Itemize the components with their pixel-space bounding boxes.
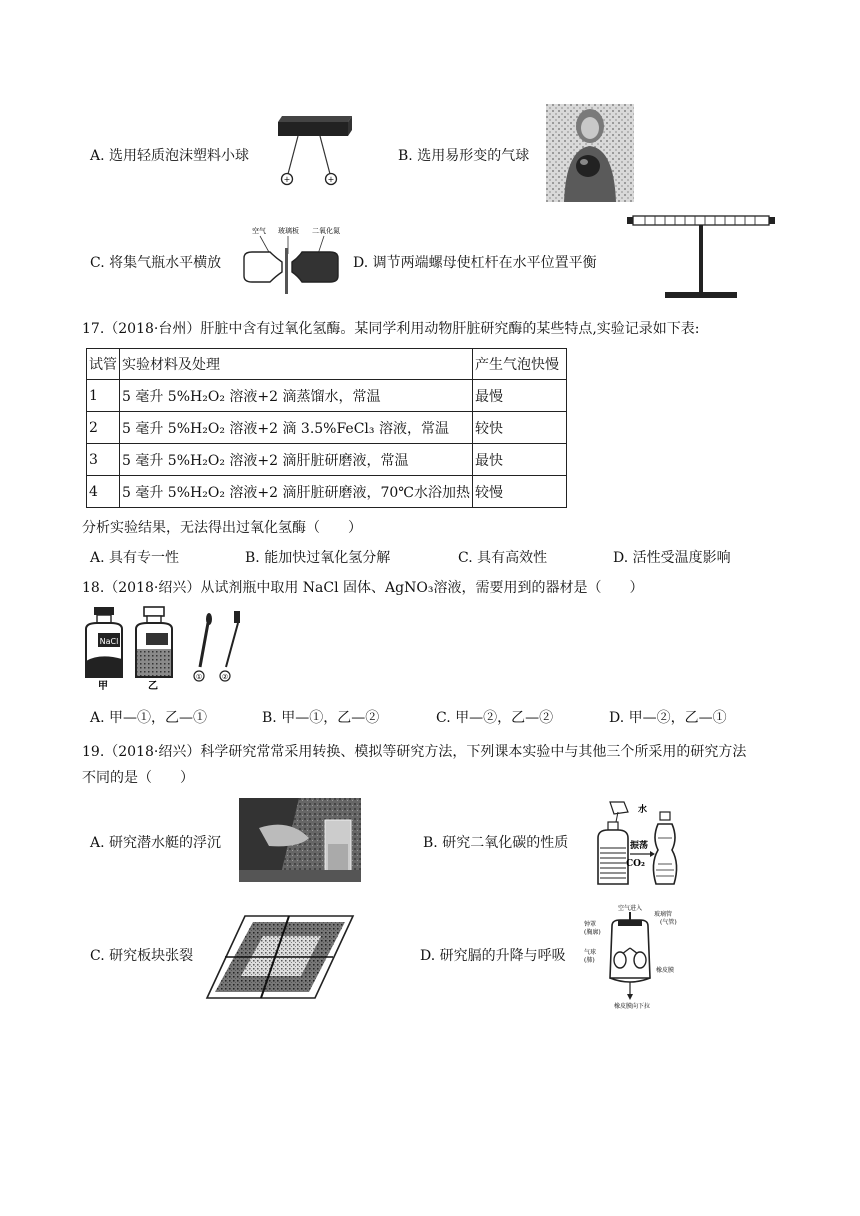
q16-option-b: B. 选用易形变的气球 — [398, 148, 530, 164]
table-cell: 3 — [87, 444, 120, 476]
fig-label-glass: 玻璃板 — [278, 227, 299, 235]
plate-rift-figure — [205, 912, 355, 1002]
fig-label-chest: (胸廓) — [584, 929, 601, 936]
table-cell: 5 毫升 5%H₂O₂ 溶液+2 滴肝脏研磨液，常温 — [120, 444, 473, 476]
q17-option-d: D. 活性受温度影响 — [613, 550, 731, 566]
co2-label: CO₂ — [626, 859, 645, 869]
lever-stand-figure — [625, 208, 777, 302]
table-row — [87, 476, 567, 508]
svg-text:+: + — [327, 175, 335, 184]
q19-stem-line2: 不同的是（ ） — [82, 770, 194, 786]
tool-1-label: ① — [195, 673, 203, 681]
fig-label-rubber: 橡皮膜 — [656, 967, 675, 974]
shake-label: 振荡 — [630, 841, 649, 851]
q18-stem: 18.（2018·绍兴）从试剂瓶中取用 NaCl 固体、AgNO₃溶液，需要用到的器材是（ ） — [82, 580, 644, 596]
gas-bottles-figure — [238, 222, 346, 296]
fig-label-no2: 二氧化氮 — [312, 227, 340, 235]
q16-option-c: C. 将集气瓶水平横放 — [90, 255, 222, 271]
water-label: 水 — [638, 805, 648, 815]
table-cell: 5 毫升 5%H₂O₂ 溶液+2 滴肝脏研磨液，70℃水浴加热 — [120, 476, 473, 508]
fig-label-air: 空气 — [252, 227, 266, 235]
q17-option-a: A. 具有专一性 — [90, 550, 180, 566]
q18-option-d: D. 甲—②，乙—① — [609, 710, 727, 726]
diaphragm-model-figure — [582, 900, 692, 1012]
table-cell: 1 — [87, 380, 120, 412]
q17-stem: 17.（2018·台州）肝脏中含有过氧化氢酶。某同学利用动物肝脏研究酶的某些特点,实验记录如下表: — [82, 321, 700, 337]
table-row — [87, 444, 567, 476]
reagent-bottles-figure — [80, 603, 245, 691]
fig-label-pull: 橡皮膜向下拉 — [614, 1003, 651, 1010]
fig-label-trachea: (气管) — [660, 919, 677, 926]
table-cell: 最快 — [472, 444, 566, 476]
q18-option-b: B. 甲—①，乙—② — [262, 710, 380, 726]
q19-option-b: B. 研究二氧化碳的性质 — [423, 835, 569, 851]
co2-bottles-figure — [588, 798, 698, 888]
foam-balls-figure — [270, 112, 355, 192]
nacl-label: NaCl — [99, 637, 119, 646]
q19-option-c: C. 研究板块张裂 — [90, 948, 194, 964]
table-header: 产生气泡快慢 — [472, 349, 566, 380]
q19-stem-line1: 19.（2018·绍兴）科学研究常常采用转换、模拟等研究方法，下列课本实验中与其他三个所采用的研究方法 — [82, 744, 747, 760]
fig-label-air-in: 空气进入 — [618, 905, 643, 912]
balloon-photo — [546, 104, 634, 202]
table-cell: 5 毫升 5%H₂O₂ 溶液+2 滴 3.5%FeCl₃ 溶液，常温 — [120, 412, 473, 444]
q16-option-d: D. 调节两端螺母使杠杆在水平位置平衡 — [353, 255, 597, 271]
q17-option-b: B. 能加快过氧化氢分解 — [245, 550, 391, 566]
table-cell: 最慢 — [472, 380, 566, 412]
experiment-table — [86, 348, 567, 508]
q16-option-a: A. 选用轻质泡沫塑料小球 — [90, 148, 250, 164]
table-row — [87, 412, 567, 444]
label-jia: 甲 — [98, 681, 108, 691]
q17-followup: 分析实验结果，无法得出过氧化氢酶（ ） — [82, 520, 362, 536]
table-cell: 4 — [87, 476, 120, 508]
table-row — [87, 380, 567, 412]
table-cell: 2 — [87, 412, 120, 444]
fig-label-glass-tube: 玻璃管 — [654, 911, 673, 918]
table-cell: 5 毫升 5%H₂O₂ 溶液+2 滴蒸馏水，常温 — [120, 380, 473, 412]
svg-text:+: + — [283, 175, 291, 184]
table-cell: 较快 — [472, 412, 566, 444]
table-header: 试管 — [87, 349, 120, 380]
fig-label-bell-jar: 钟罩 — [584, 921, 597, 928]
q17-option-c: C. 具有高效性 — [458, 550, 548, 566]
fig-label-balloon: 气球 — [584, 949, 597, 956]
q18-option-a: A. 甲—①，乙—① — [90, 710, 208, 726]
tool-2-label: ② — [221, 673, 229, 681]
table-header-row — [87, 349, 567, 380]
q18-option-c: C. 甲—②，乙—② — [436, 710, 554, 726]
fig-label-lung: (肺) — [584, 957, 595, 964]
table-header: 实验材料及处理 — [120, 349, 473, 380]
submarine-photo — [239, 798, 361, 882]
label-yi: 乙 — [148, 681, 158, 691]
table-cell: 较慢 — [472, 476, 566, 508]
q19-option-a: A. 研究潜水艇的浮沉 — [90, 835, 222, 851]
q19-option-d: D. 研究膈的升降与呼吸 — [420, 948, 566, 964]
